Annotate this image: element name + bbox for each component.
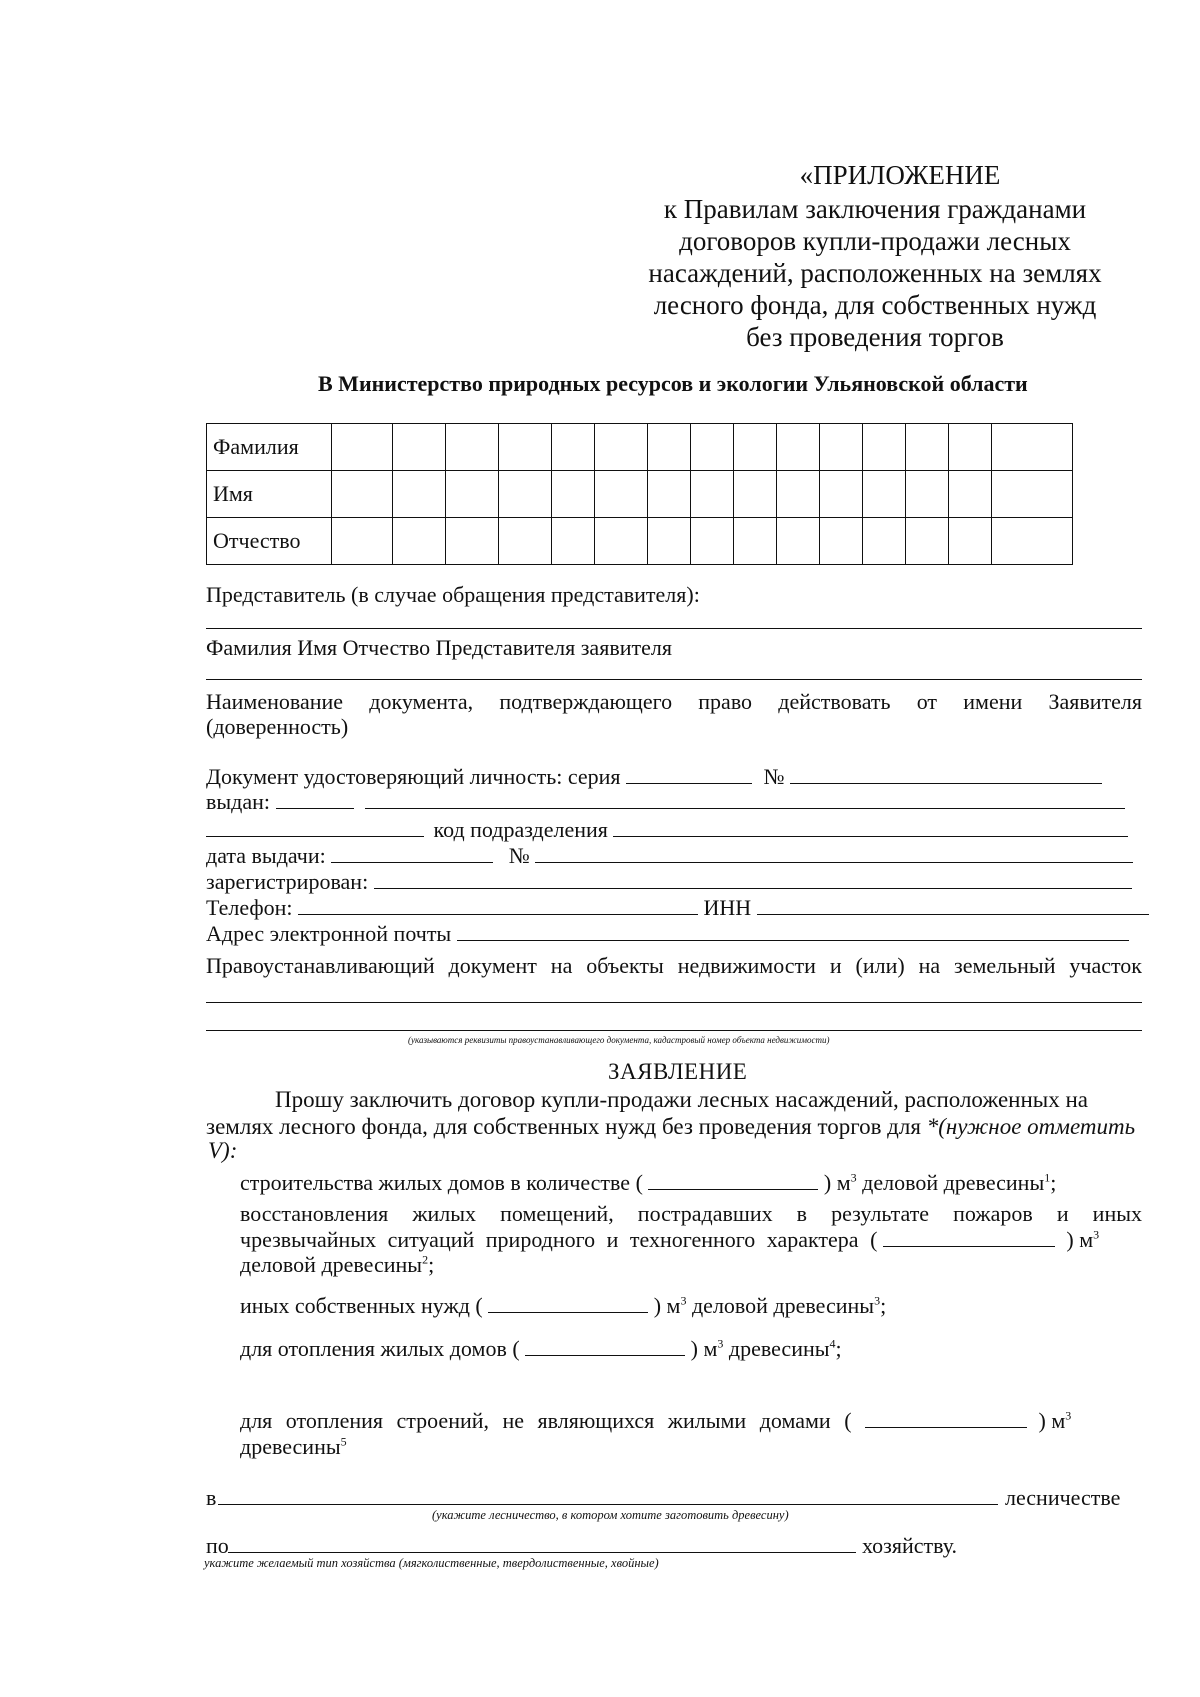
issue-date-label: дата выдачи: [206,843,326,868]
cube-sup: 3 [1065,1408,1072,1423]
fio-cell[interactable] [446,424,499,471]
dept-code-label: код подразделения [433,817,608,842]
opt5-line2: древесины [240,1434,341,1459]
identity-doc-label: Документ удостоверяющий личность: серия [206,764,621,789]
footnote-4: 4 [829,1336,836,1351]
title-doc-label: Правоустанавливающий документ на объекты недвижимости и (или) на земельный участок [206,953,1142,978]
fio-cell[interactable] [992,518,1073,565]
fio-cell[interactable] [393,424,446,471]
fio-cell[interactable] [691,471,734,518]
fio-row-name [207,471,1073,518]
forestry-prefix: в [206,1485,217,1510]
fio-cell[interactable] [332,471,393,518]
opt4-prefix: для отопления жилых домов ( [240,1336,520,1361]
dept-code-field[interactable] [613,818,1128,837]
fio-cell[interactable] [777,518,820,565]
fio-cell[interactable] [863,424,906,471]
opt3-suffix: ) м [653,1293,681,1318]
fio-cell[interactable] [734,471,777,518]
passport-series-field[interactable] [626,765,752,784]
fio-cell[interactable] [691,424,734,471]
fio-cell[interactable] [906,518,949,565]
fio-cell[interactable] [906,424,949,471]
fio-cell[interactable] [734,518,777,565]
fio-table [206,423,1073,565]
title-doc-line-1[interactable] [206,1002,1142,1003]
number-sign-2: № [508,843,530,868]
fio-cell[interactable] [777,471,820,518]
fio-label-name: Имя [207,471,332,518]
footnote-3: 3 [874,1293,881,1308]
farm-note: укажите желаемый тип хозяйства (мягколиственные, твердолиственные, хвойные) [204,1556,659,1570]
title-doc-line-2[interactable] [206,1030,1142,1031]
inn-label: ИНН [703,895,752,920]
identity-doc-row [206,764,1102,790]
registered-row [206,869,1132,895]
addressee: В Министерство природных ресурсов и экологии Ульяновской области [318,371,1028,396]
fio-cell[interactable] [552,471,595,518]
fio-label-surname: Фамилия [207,424,332,471]
semicolon: ; [1050,1170,1057,1195]
statement-intro-1: Прошу заключить договор купли-продажи лесных насаждений, расположенных на [275,1087,1088,1112]
cube-sup: 3 [850,1170,857,1185]
opt2-prefix: чрезвычайных ситуаций природного и техногенного характера ( [240,1227,878,1252]
fio-cell[interactable] [595,471,648,518]
fio-cell[interactable] [595,424,648,471]
opt5-prefix: для отопления строений, не являющихся жилыми домами ( [240,1408,852,1433]
fio-cell[interactable] [949,471,992,518]
farm-suffix: хозяйству. [862,1533,958,1558]
option-house-heating [240,1336,842,1362]
registered-label: зарегистрирован: [206,869,369,894]
fio-cell[interactable] [992,471,1073,518]
appendix-line-3: насаждений, расположенных на землях [648,258,1102,288]
restoration-volume[interactable] [883,1228,1055,1247]
option-restoration-line-2 [240,1227,1099,1253]
cube-sup: 3 [1093,1227,1100,1242]
fio-cell[interactable] [648,471,691,518]
opt4-tail: древесины [723,1336,830,1361]
phone-field[interactable] [298,896,698,915]
housing-construction-volume[interactable] [648,1171,818,1190]
appendix-line-5: без проведения торгов [746,322,1004,352]
representative-label: Представитель (в случае обращения представителя): [206,582,700,607]
representative-doc-caption: Наименование документа, подтверждающего право действовать от имени Заявителя [206,689,1142,714]
forestry-note: (укажите лесничество, в котором хотите заготовить древесину) [432,1508,789,1522]
representative-doc-line[interactable] [206,679,1142,680]
fio-cell[interactable] [820,471,863,518]
email-label: Адрес электронной почты [206,921,452,946]
fio-cell[interactable] [446,471,499,518]
fio-row-surname [207,424,1073,471]
fio-cell[interactable] [648,424,691,471]
semicolon: ; [880,1293,887,1318]
statement-intro-2: землях лесного фонда, для собственных нужд без проведения торгов для [206,1114,921,1139]
opt5-suffix: ) м [1038,1408,1066,1433]
footnote-5: 5 [340,1434,347,1449]
fio-label-patronymic: Отчество [207,518,332,565]
fio-cell[interactable] [820,424,863,471]
statement-intro-2-row [206,1114,1135,1140]
opt3-tail: деловой древесины [686,1293,875,1318]
option-housing-construction [240,1170,1056,1196]
appendix-line-2: договоров купли-продажи лесных [679,226,1071,256]
fio-cell[interactable] [552,424,595,471]
cube-sup: 3 [717,1336,724,1351]
fio-cell[interactable] [949,518,992,565]
farm-field[interactable] [228,1552,856,1553]
email-row [206,921,1129,947]
fio-cell[interactable] [446,518,499,565]
fio-cell[interactable] [777,424,820,471]
fio-cell[interactable] [691,518,734,565]
issued-by-field[interactable] [365,790,1125,809]
representative-doc-caption-2: (доверенность) [206,714,349,739]
fio-row-patronymic [207,518,1073,565]
forestry-field[interactable] [218,1504,998,1505]
option-restoration-line-1: восстановления жилых помещений, пострадавших в результате пожаров и иных [240,1201,1142,1226]
fio-cell[interactable] [499,518,552,565]
issue-date-field[interactable] [331,844,493,863]
opt1-suffix: ) м [823,1170,851,1195]
number-sign: № [763,764,785,789]
opt1-tail: деловой древесины [856,1170,1045,1195]
footnote-1: 1 [1044,1170,1051,1185]
passport-number-field[interactable] [790,765,1102,784]
issue-date-row [206,843,1133,869]
appendix-line-4: лесного фонда, для собственных нужд [653,290,1097,320]
dept-code-row [206,817,1128,843]
cube-sup: 3 [680,1293,687,1308]
phone-row [206,895,1149,921]
other-needs-volume[interactable] [488,1294,648,1313]
fio-cell[interactable] [393,518,446,565]
statement-heading: ЗАЯВЛЕНИЕ [608,1059,748,1084]
opt2-line3: деловой древесины [240,1252,423,1277]
email-field[interactable] [457,922,1129,941]
option-building-heating-line-2 [240,1434,347,1460]
fio-cell[interactable] [552,518,595,565]
fio-cell[interactable] [595,518,648,565]
issued-by-field-2[interactable] [206,818,424,837]
option-other-needs [240,1293,886,1319]
issued-label: выдан: [206,789,271,814]
inn-field[interactable] [757,896,1149,915]
registered-field[interactable] [374,870,1132,889]
fio-cell[interactable] [863,518,906,565]
fio-cell[interactable] [949,424,992,471]
option-restoration-line-3 [240,1252,434,1278]
fio-cell[interactable] [393,471,446,518]
appendix-title: «ПРИЛОЖЕНИЕ [799,160,1001,190]
forestry-suffix: лесничестве [1005,1485,1121,1510]
issued-date-field[interactable] [276,790,354,809]
title-doc-note: (указываются реквизиты правоустанавливающего документа, кадастровый номер объекта недвижимости) [408,1035,830,1045]
farm-prefix: по [206,1533,229,1558]
fio-cell[interactable] [906,471,949,518]
opt2-suffix: ) м [1066,1227,1094,1252]
fio-cell[interactable] [734,424,777,471]
statement-intro-2-italic: *(нужное отметить [926,1114,1136,1139]
opt1-prefix: строительства жилых домов в количестве ( [240,1170,643,1195]
fio-cell[interactable] [332,518,393,565]
building-heating-volume[interactable] [865,1409,1027,1428]
opt3-prefix: иных собственных нужд ( [240,1293,483,1318]
fio-cell[interactable] [648,518,691,565]
appendix-line-1: к Правилам заключения гражданами [663,194,1087,224]
issued-row [206,789,1125,815]
representative-name-caption: Фамилия Имя Отчество Представителя заявителя [206,635,672,660]
semicolon: ; [835,1336,842,1361]
opt4-suffix: ) м [690,1336,718,1361]
fio-cell[interactable] [499,424,552,471]
record-number-field[interactable] [535,844,1133,863]
option-building-heating [240,1408,1071,1434]
fio-cell[interactable] [992,424,1073,471]
fio-cell[interactable] [332,424,393,471]
fio-cell[interactable] [863,471,906,518]
house-heating-volume[interactable] [525,1337,685,1356]
representative-name-line[interactable] [206,628,1142,629]
fio-cell[interactable] [499,471,552,518]
statement-intro-3: V): [208,1138,238,1163]
footnote-2: 2 [422,1252,429,1267]
semicolon: ; [428,1252,435,1277]
phone-label: Телефон: [206,895,293,920]
fio-cell[interactable] [820,518,863,565]
